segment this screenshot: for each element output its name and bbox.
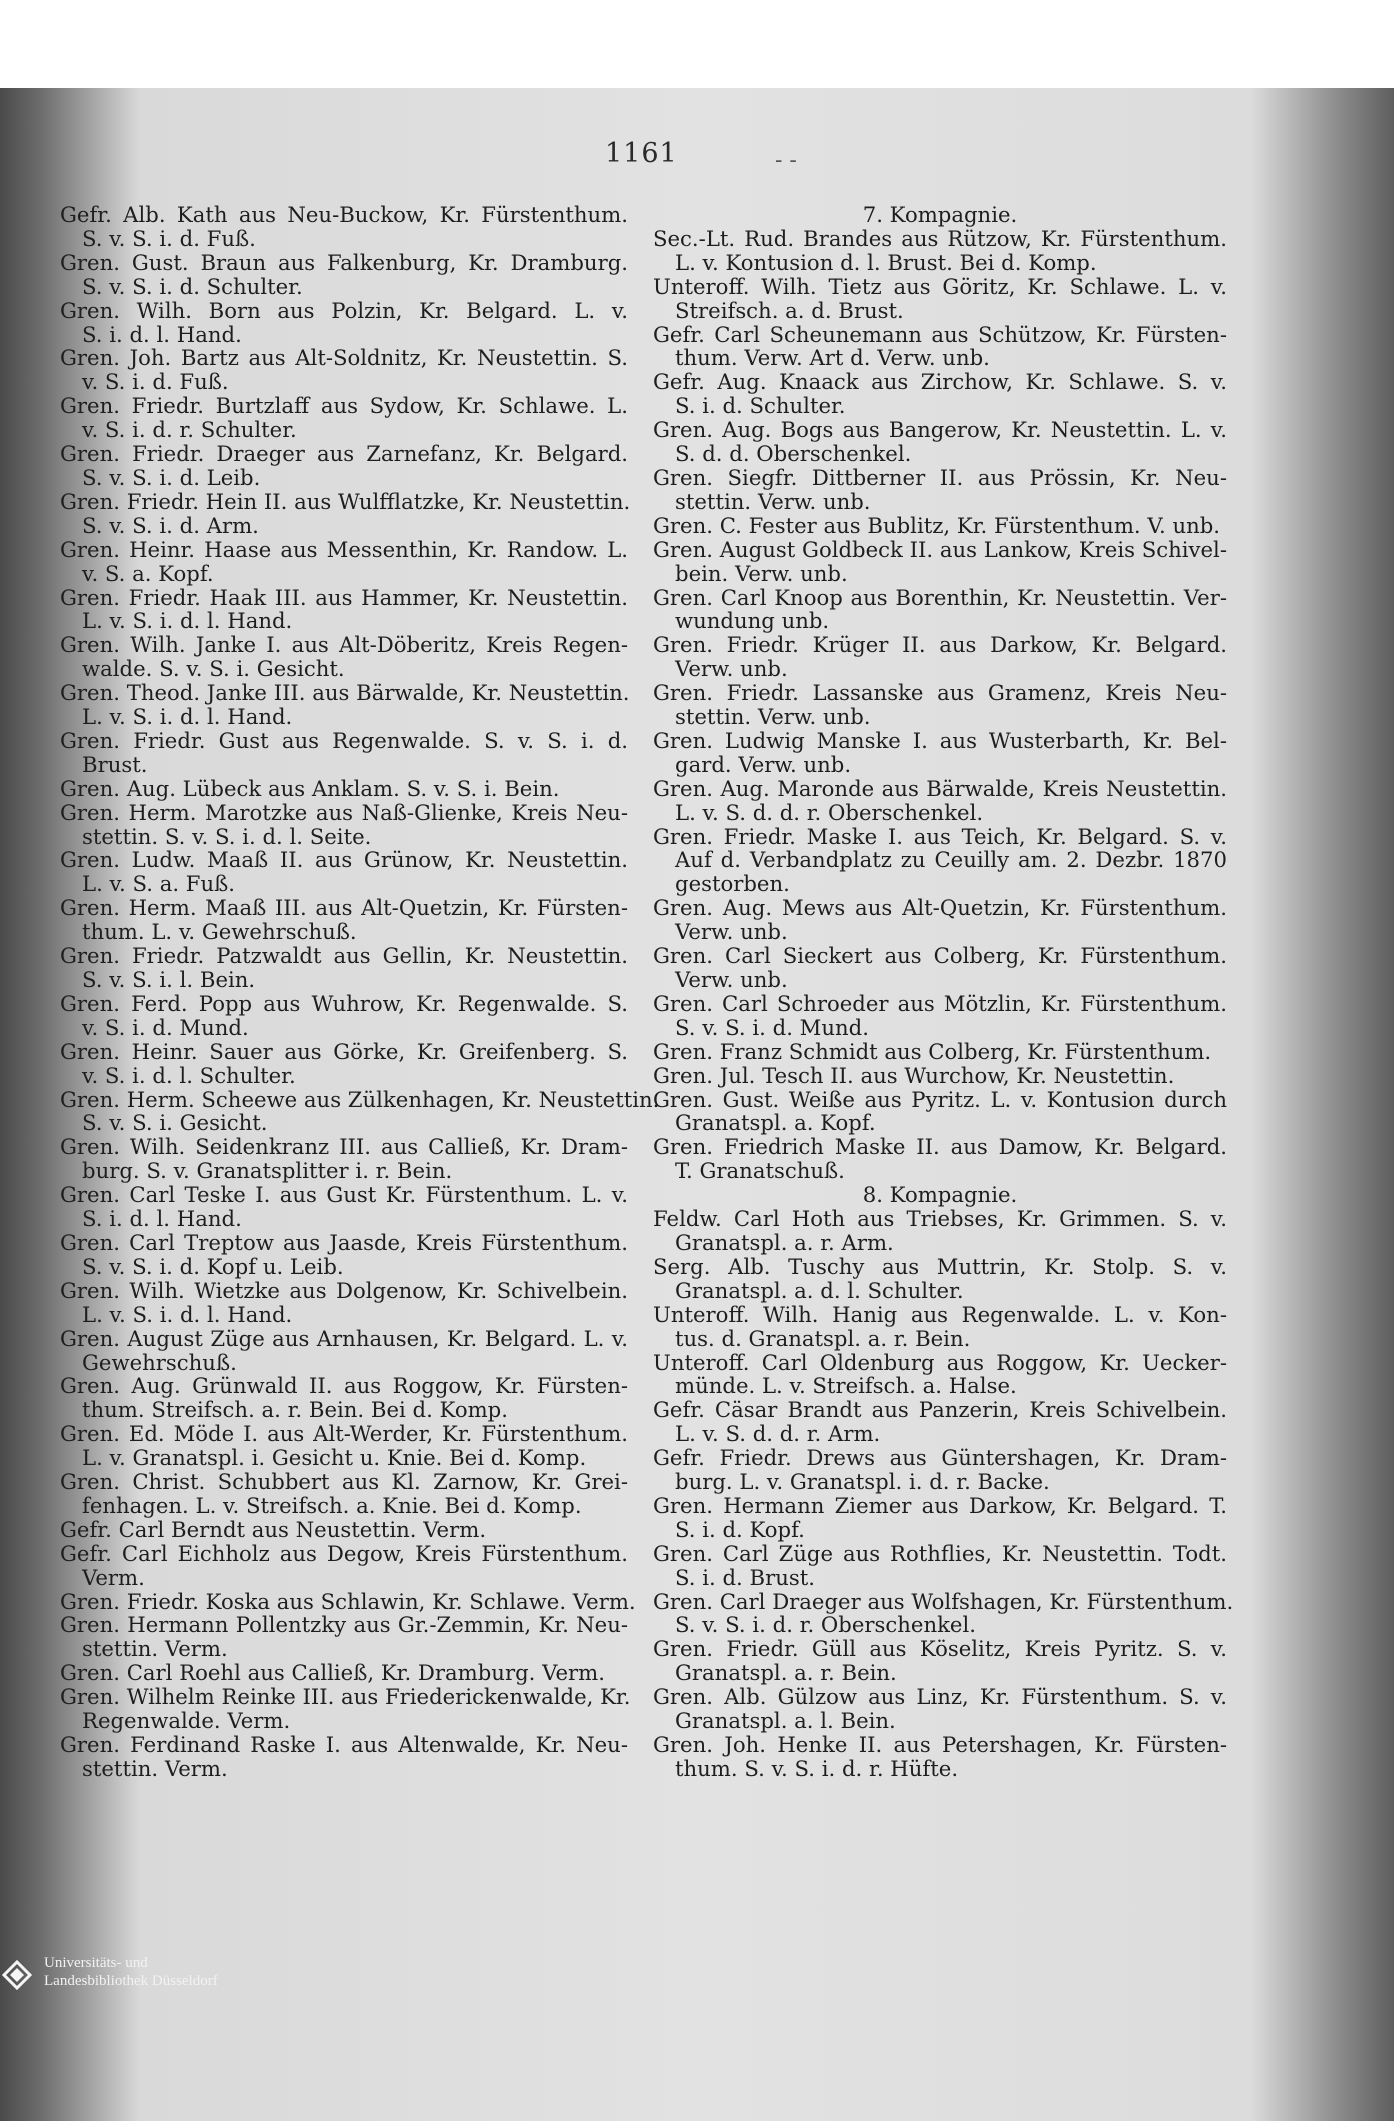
entry-line: Gren. Joh. Henke II. aus Petershagen, Kr. Fürsten-: [653, 1732, 1227, 1757]
casualty-entry: [653, 1637, 1227, 1685]
casualty-entry: [653, 1064, 1227, 1088]
casualty-entry: [60, 633, 628, 681]
casualty-entry: [653, 1135, 1227, 1183]
footer-line-2: Landesbibliothek Düsseldorf: [44, 1973, 218, 1989]
entry-line: v. S. i. d. Mund.: [82, 1014, 249, 1040]
entry-line: Gren. Siegfr. Dittberner II. aus Prössin, Kr. Neu-: [653, 464, 1227, 490]
casualty-entry: [60, 488, 631, 538]
entry-line: Gren. Ludwig Manske I. aus Wusterbarth, Kr. Bel-: [653, 727, 1227, 753]
entry-line: Gren. Ferdinand Raske I. aus Altenwalde, Kr. Neu-: [60, 1732, 628, 1757]
casualty-entry: [653, 323, 1227, 371]
casualty-entry: [60, 1040, 628, 1088]
entry-line: v. S. i. d. Fuß.: [82, 369, 229, 395]
entry-line: Gren. Wilhelm Reinke III. aus Friederickenwalde, Kr.: [60, 1684, 631, 1710]
casualty-entry: [60, 442, 628, 490]
entry-line: Gren. Aug. Bogs aus Bangerow, Kr. Neustettin. L. v.: [653, 417, 1227, 443]
margin-mark: - -: [775, 148, 797, 173]
page-number: 1161: [605, 138, 678, 169]
casualty-entry: [653, 1351, 1227, 1399]
casualty-entry: [653, 1685, 1227, 1733]
entry-line: stettin. Verm.: [82, 1636, 228, 1662]
casualty-entry: [653, 418, 1227, 466]
entry-line: Gren. Carl Züge aus Rothflies, Kr. Neustettin. Todt.: [653, 1540, 1227, 1566]
entry-line: Gefr. Aug. Knaack aus Zirchow, Kr. Schlawe. S. v.: [653, 369, 1227, 395]
entry-line: Gren. Alb. Gülzow aus Linz, Kr. Fürstenthum. S. v.: [653, 1684, 1227, 1710]
entry-line: L. v. S. i. d. l. Hand.: [82, 1301, 293, 1327]
entry-line: Gewehrschuß.: [82, 1349, 237, 1375]
entry-line: Verw. unb.: [675, 656, 788, 682]
casualty-entry: [60, 848, 628, 896]
entry-line: Gren. Wilh. Wietzke aus Dolgenow, Kr. Schivelbein.: [60, 1277, 628, 1303]
entry-line: Gren. Friedr. Draeger aus Zarnefanz, Kr. Belgard.: [60, 441, 628, 467]
entry-line: stettin. Verw. unb.: [675, 704, 871, 730]
entry-line: Gren. Aug. Lübeck aus Anklam. S. v. S. i. Bein.: [60, 775, 560, 801]
entry-line: Gren. Ed. Möde I. aus Alt-Werder, Kr. Fürstenthum.: [60, 1421, 628, 1447]
entry-line: Gren. Carl Sieckert aus Colberg, Kr. Fürstenthum.: [653, 943, 1227, 969]
casualty-entry: [653, 514, 1227, 538]
entry-line: Gren. Heinr. Haase aus Messenthin, Kr. Randow. L.: [60, 536, 628, 562]
entry-line: Gefr. Carl Eichholz aus Degow, Kreis Fürstenthum.: [60, 1540, 628, 1566]
casualty-entry: [653, 1446, 1227, 1494]
entry-line: Gren. Carl Knoop aus Borenthin, Kr. Neustettin. Ver-: [653, 584, 1227, 610]
casualty-entry: [60, 1661, 628, 1685]
company-heading: 8. Kompagnie.: [862, 1182, 1018, 1208]
entry-line: münde. L. v. Streifsch. a. Halse.: [675, 1373, 1017, 1399]
entry-line: Gefr. Cäsar Brandt aus Panzerin, Kreis Schivelbein.: [653, 1397, 1227, 1423]
entry-line: Gren. Friedr. Maske I. aus Teich, Kr. Belgard. S. v.: [653, 823, 1227, 849]
right-column: [653, 202, 1234, 1781]
casualty-entry: [60, 203, 628, 251]
casualty-entry: [60, 1684, 631, 1734]
entry-line: S. v. S. i. d. Mund.: [675, 1014, 869, 1040]
casualty-entry: [653, 633, 1227, 681]
casualty-entry: [60, 1374, 628, 1422]
casualty-entry: [653, 1207, 1227, 1255]
entry-line: Granatspl. a. l. Bein.: [675, 1708, 896, 1734]
entry-line: Feldw. Carl Hoth aus Triebses, Kr. Grimmen. S. v.: [653, 1206, 1227, 1232]
casualty-entry: [60, 1327, 628, 1375]
entry-line: Gren. Carl Draeger aus Wolfshagen, Kr. Fürstenthum.: [653, 1588, 1234, 1614]
entry-line: Gren. Theod. Janke III. aus Bärwalde, Kr. Neustettin.: [60, 680, 630, 706]
entry-line: Gren. Franz Schmidt aus Colberg, Kr. Fürstenthum.: [653, 1038, 1212, 1064]
entry-line: Gren. Friedr. Patzwaldt aus Gellin, Kr. Neustettin.: [60, 943, 628, 969]
entry-line: Verw. unb.: [675, 919, 788, 945]
entry-line: walde. S. v. S. i. Gesicht.: [82, 656, 345, 682]
entry-line: S. v. S. i. d. Schulter.: [82, 273, 303, 299]
entry-line: Gefr. Friedr. Drews aus Güntershagen, Kr. Dram-: [653, 1445, 1227, 1471]
entry-line: S. d. d. Oberschenkel.: [675, 441, 912, 467]
entry-line: v. S. a. Kopf.: [82, 560, 214, 586]
entry-line: S. i. d. l. Hand.: [82, 321, 242, 347]
entry-line: Serg. Alb. Tuschy aus Muttrin, Kr. Stolp. S. v.: [653, 1253, 1227, 1279]
entry-line: T. Granatschuß.: [675, 1158, 845, 1184]
casualty-entry: [653, 586, 1227, 634]
entry-line: Gren. Hermann Ziemer aus Darkow, Kr. Belgard. T.: [653, 1492, 1227, 1518]
entry-line: Verm.: [82, 1564, 145, 1590]
casualty-entry: [653, 1588, 1234, 1638]
left-column: [60, 202, 660, 1781]
entry-line: thum. L. v. Gewehrschuß.: [82, 919, 357, 945]
entry-line: Gren. Jul. Tesch II. aus Wurchow, Kr. Neustettin.: [653, 1062, 1175, 1088]
entry-line: Granatspl. a. d. l. Schulter.: [675, 1277, 964, 1303]
entry-line: Gefr. Carl Scheunemann aus Schützow, Kr. Fürsten-: [653, 321, 1227, 347]
casualty-entry: [60, 992, 628, 1040]
casualty-entry: [653, 227, 1227, 275]
casualty-entry: [653, 466, 1227, 514]
casualty-entry: [60, 1733, 628, 1781]
entry-line: Granatspl. a. r. Bein.: [675, 1660, 897, 1686]
entry-line: Gren. August Goldbeck II. aus Lankow, Kreis Schivel-: [653, 536, 1227, 562]
entry-line: S. v. S. i. d. Arm.: [82, 512, 259, 538]
entry-line: S. i. d. Kopf.: [675, 1516, 805, 1542]
entry-line: stettin. Verw. unb.: [675, 488, 871, 514]
company-heading: 7. Kompagnie.: [862, 202, 1018, 227]
entry-line: Gren. Ludw. Maaß II. aus Grünow, Kr. Neustettin.: [60, 847, 628, 873]
entry-line: Granatspl. a. r. Arm.: [675, 1229, 894, 1255]
casualty-entry: [60, 251, 628, 299]
entry-line: L. v. S. d. d. r. Oberschenkel.: [675, 799, 984, 825]
casualty-entry: [653, 944, 1227, 992]
entry-line: S. v. S. i. d. Fuß.: [82, 225, 256, 251]
casualty-entry: [60, 681, 628, 729]
entry-line: Gren. Carl Treptow aus Jaasde, Kreis Fürstenthum.: [60, 1229, 628, 1255]
entry-line: Brust.: [82, 751, 148, 777]
entry-line: fenhagen. L. v. Streifsch. a. Knie. Bei d. Komp.: [82, 1492, 582, 1518]
entry-line: Gren. Friedr. Krüger II. aus Darkow, Kr. Belgard.: [653, 632, 1227, 658]
casualty-entry: [60, 538, 628, 586]
entry-line: S. v. S. i. d. r. Oberschenkel.: [675, 1612, 976, 1638]
entry-line: Gren. Wilh. Seidenkranz III. aus Calließ, Kr. Dram-: [60, 1134, 628, 1160]
entry-line: burg. S. v. Granatsplitter i. r. Bein.: [82, 1158, 453, 1184]
entry-line: Gren. C. Fester aus Bublitz, Kr. Fürstenthum. V. unb.: [653, 512, 1221, 538]
casualty-entry: [60, 1518, 628, 1542]
entry-line: Gren. Aug. Grünwald II. aus Roggow, Kr. Fürsten-: [60, 1373, 628, 1399]
library-footer: [0, 1950, 260, 2010]
casualty-entry: [60, 1422, 628, 1470]
entry-line: Gren. August Züge aus Arnhausen, Kr. Belgard. L. v.: [60, 1325, 628, 1351]
entry-line: Gefr. Carl Berndt aus Neustettin. Verm.: [60, 1516, 487, 1542]
casualty-entry: [653, 777, 1227, 825]
entry-line: stettin. S. v. S. i. d. l. Seite.: [82, 823, 372, 849]
entry-line: Gren. Gust. Weiße aus Pyritz. L. v. Kontusion durch: [653, 1086, 1227, 1112]
entry-line: Gren. Heinr. Sauer aus Görke, Kr. Greifenberg. S.: [60, 1038, 628, 1064]
entry-line: L. v. S. d. d. r. Arm.: [675, 1421, 881, 1447]
entry-line: S. i. d. Schulter.: [675, 393, 846, 419]
entry-line: Gren. Carl Roehl aus Calließ, Kr. Dramburg. Verm.: [60, 1660, 605, 1686]
casualty-entry: [60, 1588, 636, 1614]
library-logo-icon: [0, 1958, 34, 1992]
entry-line: Gren. Wilh. Born aus Polzin, Kr. Belgard. L. v.: [60, 297, 628, 323]
casualty-entry: [60, 1542, 628, 1590]
entry-line: Gren. Herm. Maaß III. aus Alt-Quetzin, Kr. Fürsten-: [60, 895, 628, 921]
entry-line: Sec.-Lt. Rud. Brandes aus Rützow, Kr. Fürstenthum.: [653, 225, 1227, 251]
casualty-entry: [60, 1183, 628, 1231]
entry-line: gestorben.: [675, 871, 790, 897]
entry-line: S. i. d. l. Hand.: [82, 1206, 242, 1232]
entry-line: Gren. Friedrich Maske II. aus Damow, Kr. Belgard.: [653, 1134, 1227, 1160]
entry-line: L. v. S. i. d. l. Hand.: [82, 704, 293, 730]
casualty-entry: [60, 299, 628, 347]
casualty-entry: [60, 586, 628, 634]
casualty-entry: [653, 1733, 1227, 1781]
entry-line: L. v. Granatspl. i. Gesicht u. Knie. Bei d. Komp.: [82, 1445, 587, 1471]
casualty-entry: [653, 1040, 1227, 1064]
footer-line-1: Universitäts- und: [44, 1955, 148, 1971]
casualty-entry: [60, 1470, 628, 1518]
casualty-entry: [60, 1279, 628, 1327]
entry-line: tus. d. Granatspl. a. r. Bein.: [675, 1325, 971, 1351]
casualty-entry: [60, 346, 628, 394]
entry-line: bein. Verw. unb.: [675, 560, 848, 586]
entry-line: Gren. Ferd. Popp aus Wuhrow, Kr. Regenwalde. S.: [60, 990, 628, 1016]
casualty-entry: [60, 801, 628, 849]
casualty-entry: [653, 538, 1227, 586]
entry-line: Gren. Carl Teske I. aus Gust Kr. Fürstenthum. L. v.: [60, 1182, 628, 1208]
entry-line: Gren. Friedr. Hein II. aus Wulfflatzke, Kr. Neustettin.: [60, 488, 631, 514]
entry-line: S. v. S. i. d. Leib.: [82, 464, 261, 490]
entry-line: thum. Streifsch. a. r. Bein. Bei d. Komp.: [82, 1397, 508, 1423]
entry-line: Gren. Friedr. Gust aus Regenwalde. S. v. S. i. d.: [60, 727, 628, 753]
entry-line: v. S. i. d. l. Schulter.: [82, 1062, 296, 1088]
entry-line: Regenwalde. Verm.: [82, 1708, 291, 1734]
casualty-entry: [60, 1613, 628, 1661]
entry-line: burg. L. v. Granatspl. i. d. r. Backe.: [675, 1469, 1050, 1495]
entry-line: S. v. S. i. d. Kopf u. Leib.: [82, 1253, 344, 1279]
casualty-entry: [60, 394, 628, 442]
casualty-entry: [653, 1398, 1227, 1446]
entry-line: gard. Verw. unb.: [675, 751, 852, 777]
casualty-entry: [653, 1255, 1227, 1303]
entry-line: Granatspl. a. Kopf.: [675, 1110, 876, 1136]
entry-line: Unteroff. Wilh. Tietz aus Göritz, Kr. Schlawe. L. v.: [653, 273, 1227, 299]
entry-line: Gren. Herm. Scheewe aus Zülkenhagen, Kr. Neustettin.: [60, 1086, 660, 1112]
casualty-entry: [653, 681, 1227, 729]
entry-line: Gren. Herm. Marotzke aus Naß-Glienke, Kreis Neu-: [60, 799, 628, 825]
entry-line: Gren. Friedr. Burtzlaff aus Sydow, Kr. Schlawe. L.: [60, 393, 628, 419]
entry-line: Gren. Aug. Mews aus Alt-Quetzin, Kr. Fürstenthum.: [653, 895, 1227, 921]
casualty-entry: [60, 896, 628, 944]
casualty-entry: [60, 1231, 628, 1279]
casualty-entry: [60, 944, 628, 992]
entry-line: Unteroff. Wilh. Hanig aus Regenwalde. L. v. Kon-: [653, 1301, 1227, 1327]
entry-line: Gren. Gust. Braun aus Falkenburg, Kr. Dramburg.: [60, 249, 628, 275]
casualty-entry: [653, 275, 1227, 323]
entry-line: Unteroff. Carl Oldenburg aus Roggow, Kr. Uecker-: [653, 1349, 1227, 1375]
entry-line: L. v. S. a. Fuß.: [82, 871, 236, 897]
entry-line: Gren. Friedr. Haak III. aus Hammer, Kr. Neustettin.: [60, 584, 628, 610]
entry-line: v. S. i. d. r. Schulter.: [82, 417, 297, 443]
entry-line: Gren. Friedr. Koska aus Schlawin, Kr. Schlawe. Verm.: [60, 1588, 636, 1614]
entry-line: Auf d. Verbandplatz zu Ceuilly am. 2. Dezbr. 1870: [675, 847, 1227, 873]
entry-line: thum. Verw. Art d. Verw. unb.: [675, 345, 990, 371]
entry-line: Gren. Carl Schroeder aus Mötzlin, Kr. Fürstenthum.: [653, 990, 1227, 1016]
entry-line: L. v. Kontusion d. l. Brust. Bei d. Komp.: [675, 249, 1097, 275]
casualty-entry: [60, 777, 628, 801]
entry-line: stettin. Verm.: [82, 1755, 228, 1781]
casualty-entry: [60, 729, 628, 777]
entry-line: Gren. Joh. Bartz aus Alt-Soldnitz, Kr. Neustettin. S.: [60, 345, 628, 371]
entry-line: Gren. Christ. Schubbert aus Kl. Zarnow, Kr. Grei-: [60, 1469, 628, 1495]
entry-line: L. v. S. i. d. l. Hand.: [82, 608, 293, 634]
entry-line: S. i. d. Brust.: [675, 1564, 815, 1590]
casualty-entry: [653, 1088, 1227, 1136]
entry-line: Streifsch. a. d. Brust.: [675, 297, 904, 323]
entry-line: S. v. S. i. l. Bein.: [82, 967, 256, 992]
entry-line: Gren. Wilh. Janke I. aus Alt-Döberitz, Kreis Regen-: [60, 632, 628, 658]
casualty-entry: [653, 1494, 1227, 1542]
casualty-entry: [653, 1303, 1227, 1351]
casualty-entry: [60, 1135, 628, 1183]
entry-line: Gren. Aug. Maronde aus Bärwalde, Kreis Neustettin.: [653, 775, 1227, 801]
entry-line: Gren. Hermann Pollentzky aus Gr.-Zemmin, Kr. Neu-: [60, 1612, 628, 1638]
casualty-entry: [653, 992, 1227, 1040]
entry-line: thum. S. v. S. i. d. r. Hüfte.: [675, 1755, 959, 1781]
entry-line: Gren. Friedr. Güll aus Köselitz, Kreis Pyritz. S. v.: [653, 1636, 1227, 1662]
casualty-entry: [60, 1086, 660, 1136]
casualty-entry: [653, 370, 1227, 418]
casualty-entry: [653, 896, 1227, 944]
entry-line: wundung unb.: [675, 608, 830, 634]
casualty-entry: [653, 825, 1227, 897]
entry-line: Verw. unb.: [675, 967, 788, 992]
casualty-entry: [653, 1542, 1227, 1590]
entry-line: S. v. S. i. Gesicht.: [82, 1110, 268, 1136]
entry-line: Gren. Friedr. Lassanske aus Gramenz, Kreis Neu-: [653, 680, 1227, 706]
casualty-entry: [653, 729, 1227, 777]
entry-line: Gefr. Alb. Kath aus Neu-Buckow, Kr. Fürstenthum.: [60, 202, 628, 227]
